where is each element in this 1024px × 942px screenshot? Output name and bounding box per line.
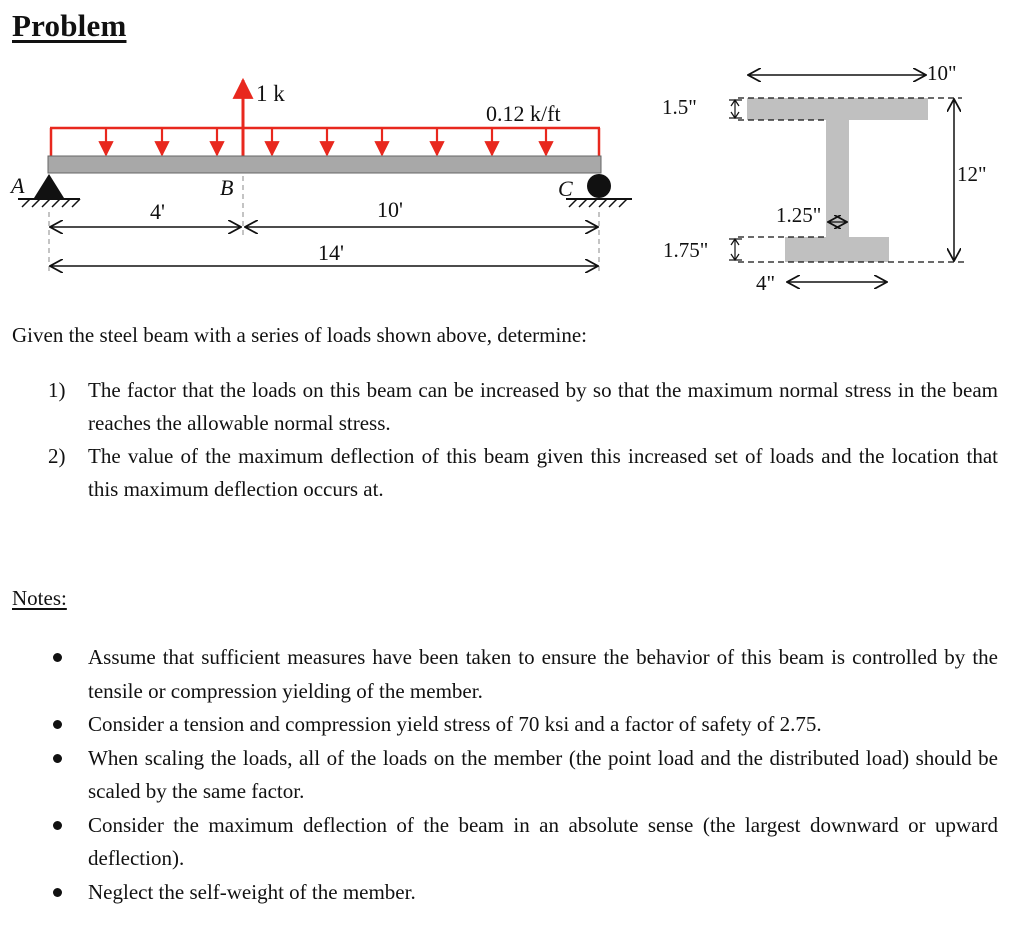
roller-support-c [566, 174, 632, 207]
dim-ab-label: 4' [150, 199, 165, 224]
dim-top-thickness [729, 100, 742, 118]
problem-figure [0, 0, 1024, 310]
bottom-flange [785, 237, 889, 262]
page-title: Problem [12, 8, 127, 43]
notes-heading: Notes: [12, 586, 67, 610]
note-item [48, 809, 998, 876]
bullet-icon [48, 641, 88, 708]
bottom-width-label: 4" [756, 271, 776, 295]
notes-list [48, 641, 998, 909]
question-item-2 [48, 440, 998, 506]
bottom-thickness-label: 1.75" [663, 238, 709, 262]
bullet-icon [48, 708, 88, 742]
note-item [48, 641, 998, 708]
cross-section-diagram [662, 61, 987, 295]
bullet-icon [48, 809, 88, 876]
pin-support-a [18, 174, 80, 207]
beam [48, 156, 601, 173]
note-text: Assume that sufficient measures have been taken to ensure the behavior of this beam is controlled by the tensile or compression yielding of the member. [88, 645, 998, 703]
support-a-label: A [11, 173, 25, 198]
dim-ac-label: 14' [318, 240, 344, 265]
question-text: The factor that the loads on this beam can be increased by so that the maximum normal stress in the beam reaches the allowable normal stress. [88, 378, 998, 435]
note-text: Consider a tension and compression yield stress of 70 ksi and a factor of safety of 2.75. [88, 712, 822, 736]
question-text: The value of the maximum deflection of this beam given this increased set of loads and the location that this maximum deflection occurs at. [88, 444, 998, 501]
question-number: 1) [48, 378, 66, 402]
note-text: Neglect the self-weight of the member. [88, 879, 416, 904]
dim-bottom-thickness [729, 239, 742, 260]
top-thickness-label: 1.5" [662, 95, 697, 119]
note-item [48, 708, 998, 742]
question-list [48, 374, 998, 506]
note-text: When scaling the loads, all of the loads on the member (the point load and the distributed load) should be scaled by the same factor. [88, 745, 998, 803]
question-item-1 [48, 374, 998, 440]
note-item [48, 742, 998, 809]
depth-label: 12" [957, 162, 987, 186]
note-text: Consider the maximum deflection of the beam in an absolute sense (the largest downward or upward deflection). [88, 812, 998, 870]
dim-bc-label: 10' [377, 197, 403, 222]
distributed-load-label: 0.12 k/ft [486, 101, 561, 126]
point-b-label: B [220, 175, 234, 200]
question-number: 2) [48, 444, 66, 468]
intro-text: Given the steel beam with a series of loads shown above, determine: [12, 323, 587, 347]
top-flange [747, 98, 928, 120]
distributed-load-arrows [106, 128, 546, 155]
bullet-icon [48, 876, 88, 910]
point-load-label: 1 k [256, 81, 285, 106]
web [826, 120, 849, 237]
support-c-label: C [558, 176, 573, 201]
web-thickness-label: 1.25" [776, 203, 822, 227]
note-item [48, 876, 998, 910]
beam-diagram [9, 80, 632, 275]
bullet-icon [48, 742, 88, 809]
top-width-label: 10" [927, 61, 957, 85]
